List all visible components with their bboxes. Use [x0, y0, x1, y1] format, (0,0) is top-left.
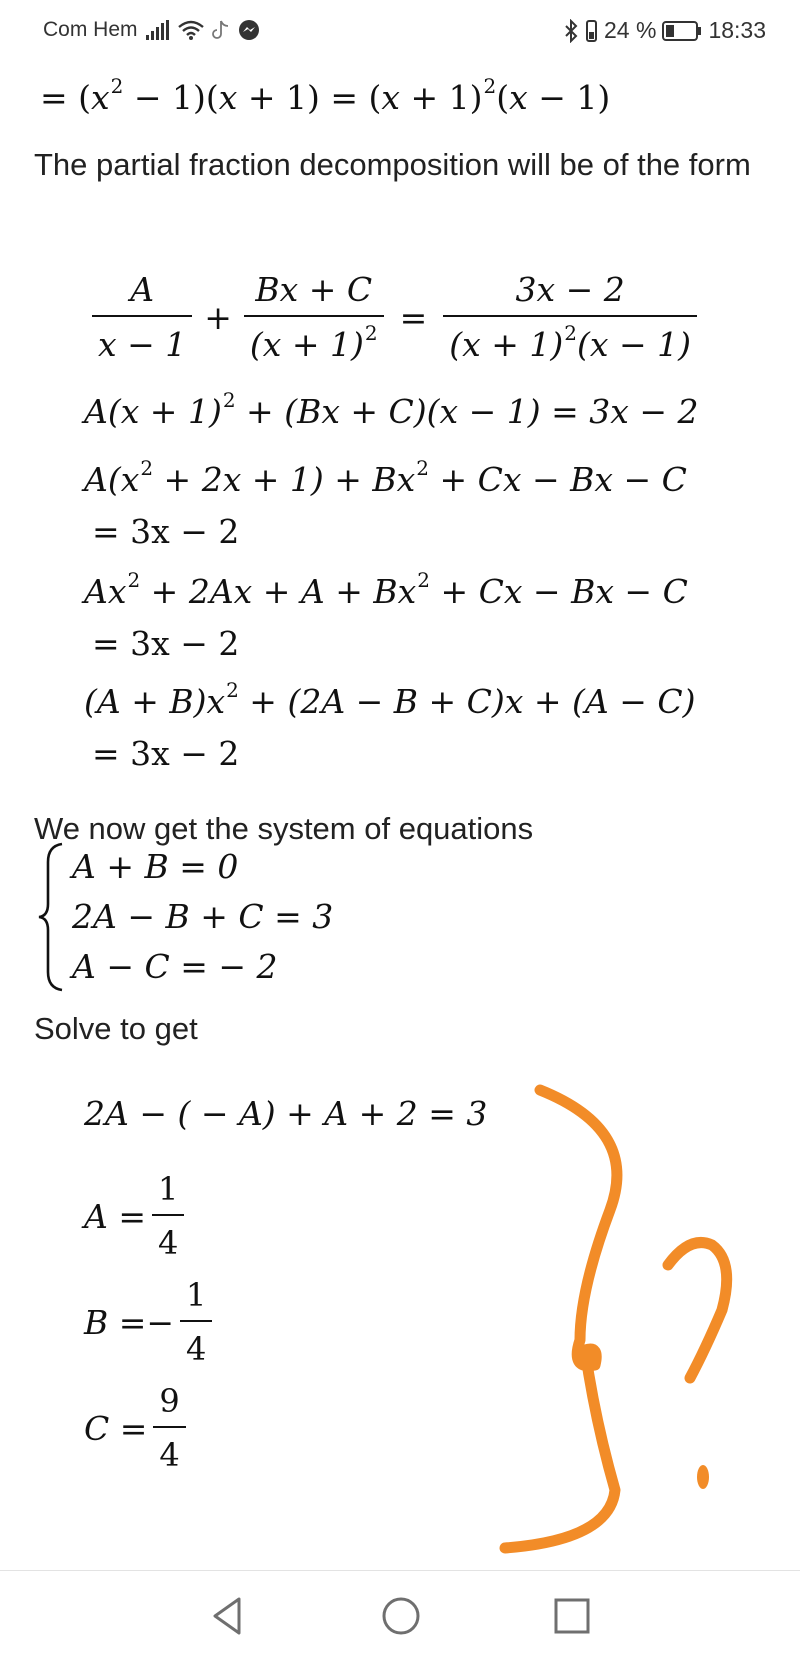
recents-icon[interactable] [549, 1593, 595, 1639]
messenger-icon [238, 19, 260, 41]
vibrate-icon [584, 19, 598, 43]
equation-line-2: $A(x^2 + 2x + 1) + Bx^2 + Cx - Bx - C$ [84, 456, 687, 499]
equation-line-3: $Ax^2 + 2Ax + A + Bx^2 + Cx - Bx - C$ [84, 568, 688, 611]
system-eq-2: 2A − B + C = 3 [72, 897, 334, 936]
equation-line-4: $(A + B)x^2 + (2A - B + C)x + (A - C)$ [84, 678, 696, 721]
wifi-icon [178, 20, 204, 40]
equation-line-4-cont: = 3x − 2 [92, 734, 240, 773]
status-bar [0, 0, 800, 60]
battery-percent: 24 % [604, 17, 657, 43]
decomposition-text: The partial fraction decomposition will be of the form [34, 147, 751, 182]
battery-icon [662, 20, 702, 42]
status-left [43, 18, 260, 42]
bluetooth-icon [564, 19, 578, 43]
system-eq-3: A − C = − 2 [72, 947, 278, 986]
clock: 18:33 [708, 17, 766, 43]
status-right [564, 17, 766, 44]
equation-line-1: $A(x + 1)^2 + (Bx + C)(x - 1) = 3x - 2$ [84, 388, 699, 431]
annotation-question-text: ? [0, 0, 1, 1]
fraction-rhs: $\frac{3x - 2}{(x + 1)^2(x - 1)}$ [443, 270, 697, 364]
fraction-bc: $\frac{Bx + C}{(x + 1)^2}$ [244, 270, 384, 364]
navigation-bar [0, 1570, 800, 1660]
equation-system [36, 842, 396, 992]
fraction-equation: $\frac{A}{x - 1}$ + $\frac{Bx + C}{(x + 1)^2}$ = $\frac{3x - 2}{(x + 1)^2(x - 1)}$ [86, 270, 703, 364]
tiktok-icon [212, 19, 230, 41]
solve-equation: 2A − ( − A) + A + 2 = 3 [84, 1094, 488, 1133]
system-text: We now get the system of equations [34, 811, 534, 846]
result-a: A = $\frac{1}{4}$ [84, 1170, 190, 1262]
result-b: B = − $\frac{1}{4}$ [84, 1276, 218, 1368]
answer-content[interactable] [0, 60, 800, 1570]
back-icon[interactable] [205, 1593, 251, 1639]
fraction-a: $\frac{A}{x - 1}$ [92, 270, 192, 364]
home-icon[interactable] [378, 1593, 424, 1639]
equation-line-3-cont: = 3x − 2 [92, 624, 240, 663]
left-brace-icon [36, 842, 66, 992]
system-eq-1: A + B = 0 [72, 847, 239, 886]
equation-line-2-cont: = 3x − 2 [92, 512, 240, 551]
result-c: C = $\frac{9}{4}$ [84, 1382, 192, 1474]
solve-text: Solve to get [34, 1011, 198, 1046]
signal-icon [146, 20, 170, 40]
carrier-name: Com Hem [43, 18, 138, 41]
factored-denominator-line: = $(x^2 - 1)(x + 1) = (x + 1)^2(x - 1)$ [40, 74, 611, 117]
